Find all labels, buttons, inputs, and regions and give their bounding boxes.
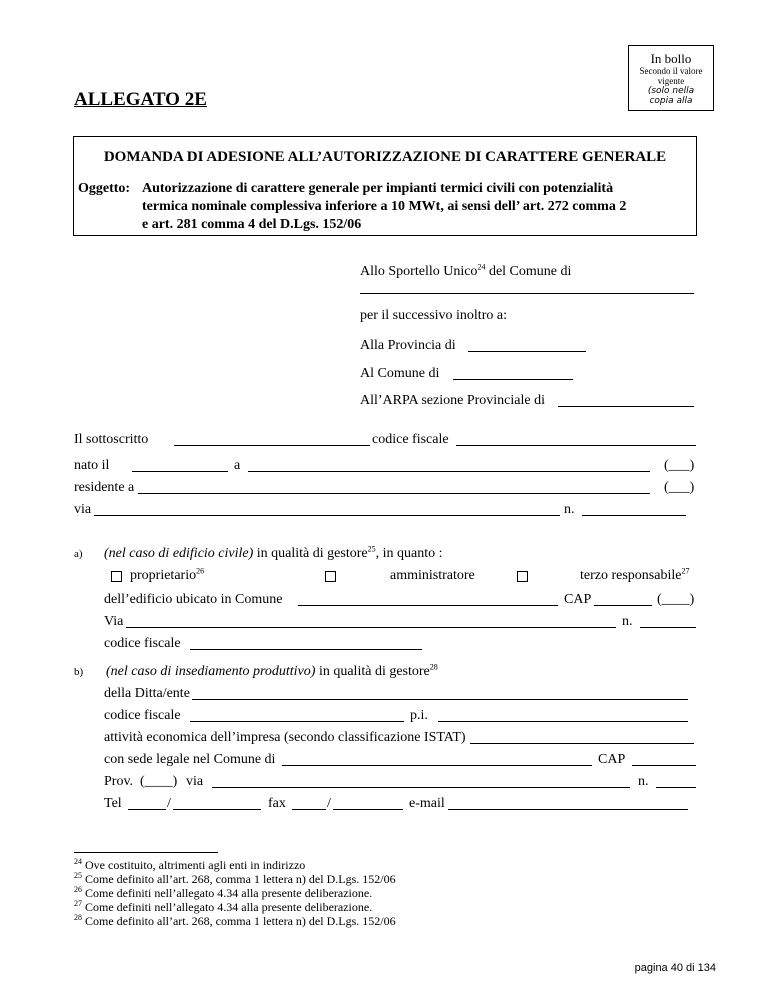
amministratore-checkbox[interactable] <box>325 571 336 582</box>
edificio-cf-field[interactable] <box>190 649 422 650</box>
section-b-intro <box>106 664 438 680</box>
edificio-cap-label: CAP <box>564 592 592 607</box>
edificio-via-label: Via <box>104 614 124 629</box>
codice-fiscale-field[interactable] <box>456 445 696 446</box>
section-b-intro-rest: in qualità di gestore <box>315 664 430 679</box>
proprietario-text: proprietario <box>130 568 197 583</box>
footnote-number: 26 <box>74 885 82 894</box>
attivita-field[interactable] <box>470 743 694 744</box>
via-n-field[interactable] <box>582 515 686 516</box>
sportello-sup: 24 <box>477 262 486 272</box>
sede-via-field[interactable] <box>212 787 630 788</box>
footnote-number: 28 <box>74 913 82 922</box>
edificio-prov-field[interactable]: (____) <box>657 592 695 607</box>
proprietario-label <box>130 568 204 584</box>
amministratore-label: amministratore <box>390 568 475 583</box>
footnote <box>74 872 396 886</box>
provincia-field[interactable] <box>468 351 586 352</box>
footnote <box>74 900 372 914</box>
sportello-line <box>360 264 571 280</box>
sede-via-label: via <box>186 774 204 789</box>
nato-label: nato il <box>74 458 110 473</box>
footnote-number: 25 <box>74 871 82 880</box>
terzo-responsabile-label <box>580 568 689 584</box>
section-b-marker: b) <box>74 666 84 678</box>
footnote-text: Come definiti nell’allegato 4.34 alla presente deliberazione. <box>85 886 373 900</box>
page-number: pagina 40 di 134 <box>634 962 716 974</box>
sportello-text: Allo Sportello Unico <box>360 264 478 279</box>
comune-field[interactable] <box>453 379 573 380</box>
oggetto-block <box>78 180 692 234</box>
ditta-pi-label: p.i. <box>410 708 428 723</box>
section-a-intro-sup: 25 <box>367 544 376 554</box>
ditta-pi-field[interactable] <box>438 721 688 722</box>
ditta-field[interactable] <box>192 699 688 700</box>
stamp-box <box>628 45 714 111</box>
ditta-label: della Ditta/ente <box>104 686 190 701</box>
terzo-responsabile-text: terzo responsabile <box>580 568 682 583</box>
sede-cap-label: CAP <box>598 752 626 767</box>
tel-label: Tel <box>104 796 122 811</box>
sottoscritto-label: Il sottoscritto <box>74 432 149 447</box>
sottoscritto-field[interactable] <box>174 445 370 446</box>
sede-prov-label: Prov. <box>104 774 134 789</box>
edificio-cap-field[interactable] <box>594 605 652 606</box>
terzo-responsabile-checkbox[interactable] <box>517 571 528 582</box>
sede-label: con sede legale nel Comune di <box>104 752 276 767</box>
tel-number-field[interactable] <box>173 809 261 810</box>
sede-comune-field[interactable] <box>282 765 592 766</box>
footnote-text: Ove costituito, altrimenti agli enti in indirizzo <box>85 858 306 872</box>
footnote-separator <box>74 852 218 853</box>
residente-field[interactable] <box>138 493 650 494</box>
tel-prefix-field[interactable] <box>128 809 166 810</box>
edificio-cf-label: codice fiscale <box>104 636 181 651</box>
section-a-marker: a) <box>74 548 83 560</box>
provincia-label: Alla Provincia di <box>360 338 456 353</box>
sportello-tail: del Comune di <box>485 264 572 279</box>
section-a-intro-tail: , in quanto : <box>375 546 443 561</box>
inoltro-text: per il successivo inoltro a: <box>360 308 507 323</box>
tel-slash: / <box>167 796 171 811</box>
stamp-title: In bollo <box>650 51 692 66</box>
arpa-label: All’ARPA sezione Provinciale di <box>360 393 545 408</box>
fax-number-field[interactable] <box>333 809 403 810</box>
sede-cap-field[interactable] <box>632 765 696 766</box>
stamp-line1: Secondo il valore <box>639 66 703 76</box>
oggetto-line3: e art. 281 comma 4 del D.Lgs. 152/06 <box>142 217 362 232</box>
via-label: via <box>74 502 92 517</box>
ditta-cf-field[interactable] <box>190 721 404 722</box>
footnote <box>74 886 372 900</box>
fax-prefix-field[interactable] <box>292 809 326 810</box>
arpa-field[interactable] <box>558 406 694 407</box>
email-label: e-mail <box>409 796 445 811</box>
section-b-intro-italic: (nel caso di insediamento produttivo) <box>106 664 316 679</box>
oggetto-label: Oggetto: <box>78 181 131 196</box>
sede-prov-field[interactable]: (____) <box>140 774 178 789</box>
oggetto-line1: Autorizzazione di carattere generale per impianti termici civili con potenzialità <box>142 181 614 196</box>
edificio-via-field[interactable] <box>126 627 616 628</box>
allegato-title: ALLEGATO 2E <box>74 89 207 110</box>
section-a-intro-italic: (nel caso di edificio civile) <box>104 546 254 561</box>
nato-luogo-field[interactable] <box>248 471 650 472</box>
fax-label: fax <box>268 796 286 811</box>
section-a-intro-rest: in qualità di gestore <box>253 546 368 561</box>
ditta-cf-label: codice fiscale <box>104 708 181 723</box>
sportello-comune-field[interactable] <box>360 293 694 294</box>
stamp-line4: copia alla <box>649 96 693 106</box>
footnote <box>74 914 396 928</box>
stamp-line2: vigente <box>657 76 685 86</box>
terzo-responsabile-sup: 27 <box>681 566 690 576</box>
edificio-label: dell’edificio ubicato in Comune <box>104 592 283 607</box>
footnote-text: Come definiti nell’allegato 4.34 alla presente deliberazione. <box>85 900 373 914</box>
section-a-intro <box>104 546 442 562</box>
proprietario-checkbox[interactable] <box>111 571 122 582</box>
residente-prov-field[interactable]: (___) <box>664 480 695 495</box>
via-field[interactable] <box>94 515 560 516</box>
proprietario-sup: 26 <box>196 566 205 576</box>
oggetto-line2: termica nominale complessiva inferiore a 10 MWt, ai sensi dell’ art. 272 comma 2 <box>142 199 627 214</box>
edificio-n-label: n. <box>622 614 633 629</box>
stamp-line3: (solo nella <box>647 86 695 96</box>
footnote-text: Come definito all’art. 268, comma 1 lettera n) del D.Lgs. 152/06 <box>85 914 396 928</box>
codice-fiscale-label: codice fiscale <box>372 432 449 447</box>
section-b-intro-sup: 28 <box>429 662 438 672</box>
fax-slash: / <box>327 796 331 811</box>
sede-n-field[interactable] <box>656 787 696 788</box>
edificio-comune-field[interactable] <box>298 605 558 606</box>
comune-label: Al Comune di <box>360 366 440 381</box>
sede-n-label: n. <box>638 774 649 789</box>
footnote-number: 27 <box>74 899 82 908</box>
nato-a-label: a <box>234 458 241 473</box>
email-field[interactable] <box>448 809 688 810</box>
footnote <box>74 858 305 872</box>
residente-label: residente a <box>74 480 135 495</box>
edificio-n-field[interactable] <box>640 627 696 628</box>
via-n-label: n. <box>564 502 575 517</box>
nato-prov-field[interactable]: (___) <box>664 458 695 473</box>
footnote-number: 24 <box>74 857 82 866</box>
attivita-label: attività economica dell’impresa (secondo classificazione ISTAT) <box>104 730 466 745</box>
page-title: DOMANDA DI ADESIONE ALL’AUTORIZZAZIONE DI CARATTERE GENERALE <box>103 149 667 165</box>
footnote-text: Come definito all’art. 268, comma 1 lettera n) del D.Lgs. 152/06 <box>85 872 396 886</box>
nato-data-field[interactable] <box>132 471 228 472</box>
